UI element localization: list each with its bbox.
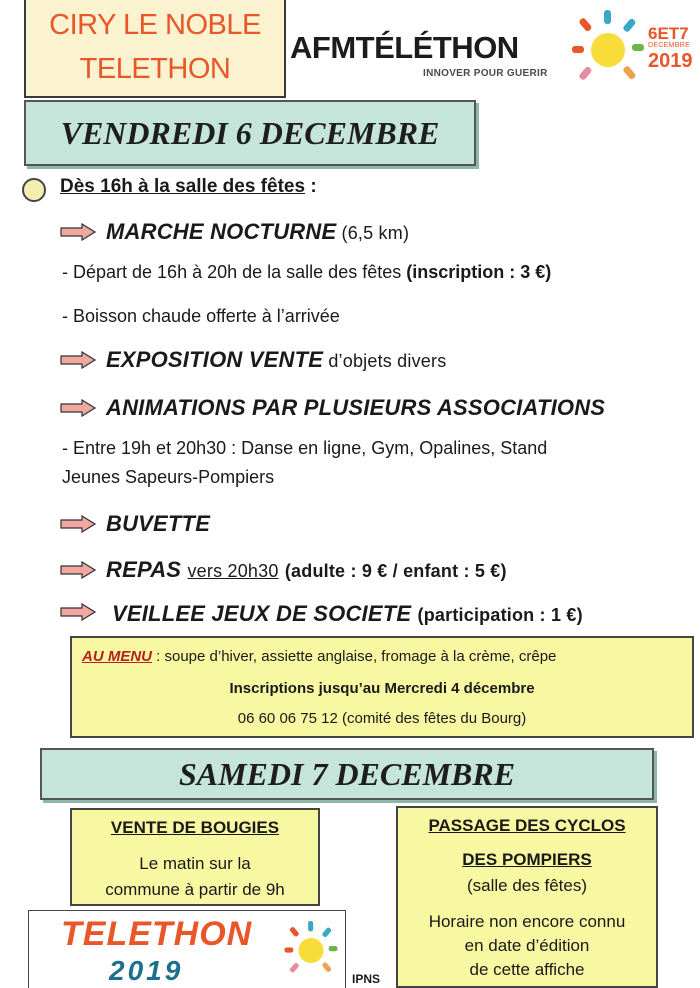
marche-line1-text: - Départ de 16h à 20h de la salle des fêtes (62, 262, 407, 282)
sun-logo-icon (570, 8, 646, 88)
repas-price: (adulte : 9 € / enfant : 5 €) (284, 561, 507, 581)
repas-title: REPAS (106, 557, 182, 582)
menu-box (70, 636, 694, 738)
item-exposition (106, 347, 446, 373)
arrow-right-icon (60, 515, 96, 533)
friday-intro (60, 176, 317, 198)
afm-telethon-logo (290, 8, 700, 90)
cyclos-place: (salle des fêtes) (467, 876, 587, 895)
cyclos-line1: Horaire non encore connu (428, 912, 626, 931)
menu-text: : soupe d’hiver, assiette anglaise, fromage à la crème, crêpe (152, 648, 557, 665)
menu-contact: 06 60 06 75 12 (comité des fêtes du Bourg) (237, 710, 527, 727)
ipns-note: IPNS (352, 972, 381, 986)
arrow-right-icon (60, 399, 96, 417)
veillee-title: VEILLEE JEUX DE SOCIETE (112, 601, 412, 626)
item-buvette: BUVETTE (106, 511, 211, 536)
bougies-line2: commune à partir de 9h (105, 880, 285, 899)
telethon-wordmark: TELETHON (61, 915, 253, 953)
expo-sub: d’objets divers (323, 351, 447, 371)
anim-line1: - Entre 19h et 20h30 : Danse en ligne, Gym, Opalines, Stand (62, 438, 548, 458)
arrow-right-icon (60, 223, 96, 241)
expo-title: EXPOSITION VENTE (106, 347, 324, 372)
veillee-price: (participation : 1 €) (417, 605, 583, 625)
marche-line1 (62, 262, 551, 283)
item-animations: ANIMATIONS PAR PLUSIEURS ASSOCIATIONS (106, 395, 606, 420)
afm-date-month: DECEMBRE (648, 42, 691, 49)
marche-distance: (6,5 km) (336, 223, 410, 243)
repas-time: vers 20h30 (187, 561, 279, 581)
event-title-line1: CIRY LE NOBLE (49, 9, 261, 41)
arrow-right-icon (60, 351, 96, 369)
item-repas (106, 557, 507, 583)
telethon-2019-logo (28, 910, 346, 988)
cyclos-box (396, 806, 658, 988)
menu-line (82, 648, 556, 665)
telethon-year: 2019 (109, 955, 184, 986)
bougies-title: VENTE DE BOUGIES (110, 818, 280, 837)
arrow-right-icon (60, 561, 96, 579)
event-title-line2: TELETHON (79, 53, 231, 85)
menu-label: AU MENU (82, 648, 152, 665)
bullet-circle-icon (22, 178, 46, 202)
marche-line1-price: (inscription : 3 €) (406, 262, 552, 282)
intro-colon: : (305, 176, 317, 197)
afm-date-days: 6ET7 (648, 24, 689, 43)
bougies-line1: Le matin sur la (139, 854, 251, 873)
marche-title: MARCHE NOCTURNE (106, 219, 337, 244)
cyclos-line2: en date d’édition (464, 936, 590, 955)
anim-line2: Jeunes Sapeurs-Pompiers (62, 467, 275, 487)
cyclos-title2: DES POMPIERS (462, 850, 592, 869)
friday-banner: VENDREDI 6 DECEMBRE (24, 100, 476, 166)
bougies-box (70, 808, 320, 906)
intro-place: Dès 16h à la salle des fêtes (60, 176, 306, 197)
cyclos-line3: de cette affiche (469, 960, 585, 979)
item-marche (106, 219, 409, 245)
sun-logo-icon (283, 919, 339, 979)
menu-inscriptions: Inscriptions jusqu’au Mercredi 4 décembre (229, 680, 535, 697)
saturday-banner: SAMEDI 7 DECEMBRE (40, 748, 654, 800)
afm-date-year: 2019 (648, 50, 693, 72)
afm-wordmark: AFMTÉLÉTHON (290, 30, 519, 65)
event-title-box (24, 0, 286, 98)
arrow-right-icon (60, 603, 96, 621)
afm-tagline: INNOVER POUR GUERIR (423, 68, 548, 79)
cyclos-title1: PASSAGE DES CYCLOS (428, 816, 626, 835)
item-veillee (112, 601, 583, 627)
marche-line2: - Boisson chaude offerte à l’arrivée (62, 306, 340, 326)
